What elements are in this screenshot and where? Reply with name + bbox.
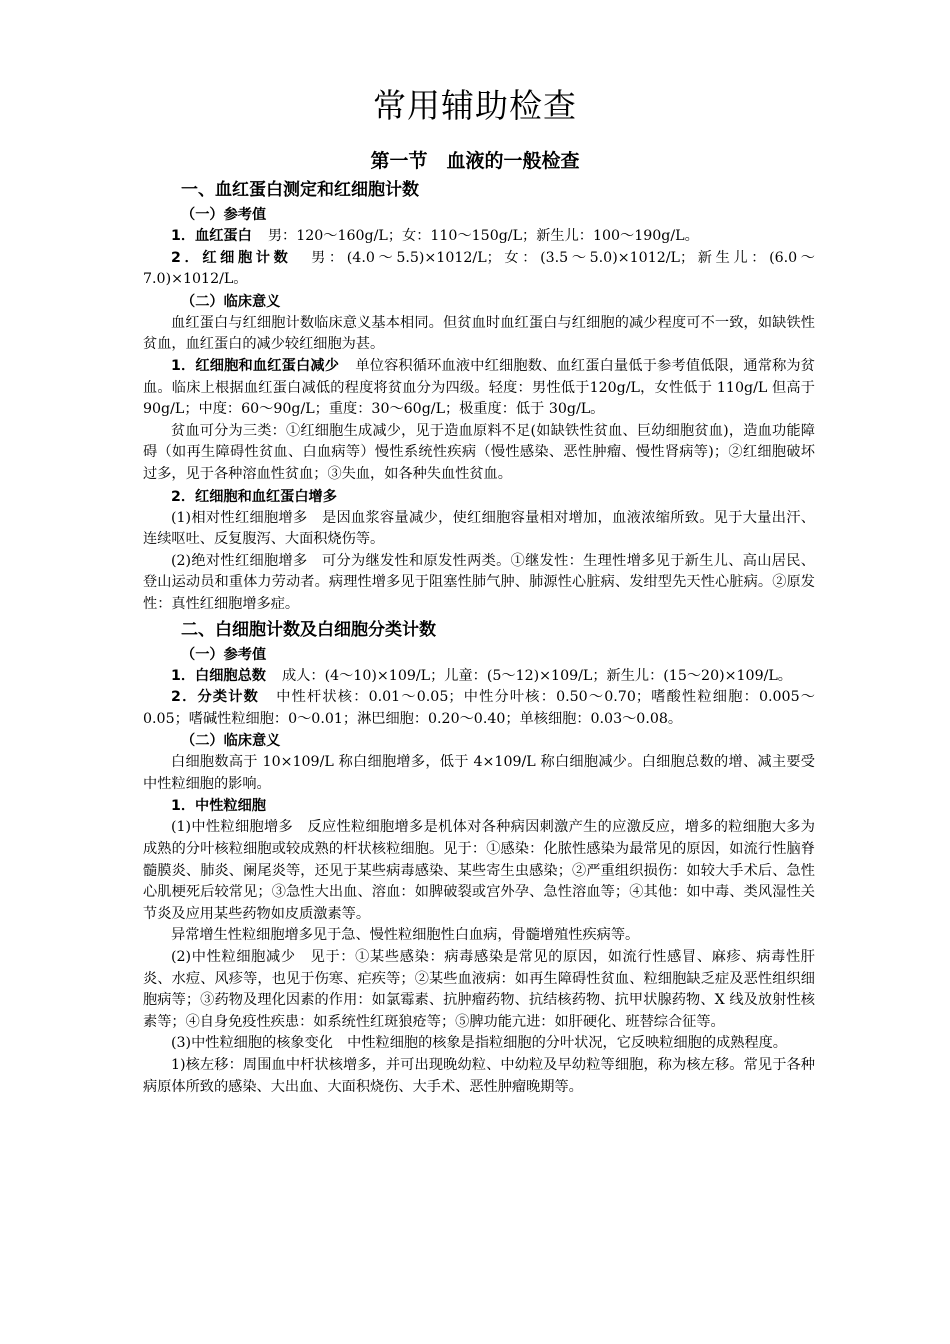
paragraph: 异常增生性粒细胞增多见于急、慢性粒细胞性白血病，骨髓增殖性疾病等。 [171, 927, 640, 944]
labeled-paragraph [143, 248, 815, 291]
paragraph-text: 单位容积循环血液中红细胞数、血红蛋白量低于参考值低限，通常称为贫血。临床上根据血红蛋白减低的程度将贫血分为四级。轻度：男性低于120g/L，女性低于 110g/L 但高于 90g/L；中度：60～90g/L；重度：30～60g/L；极重度：低于 30g/L。 [143, 357, 815, 418]
section-heading: 二、白细胞计数及白细胞分类计数 [181, 619, 436, 640]
section-heading: 一、血红蛋白测定和红细胞计数 [181, 180, 419, 200]
subsection-heading: （一）参考值 [181, 646, 267, 663]
paragraph: 1)核左移：周围血中杆状核增多，并可出现晚幼粒、中幼粒及早幼粒等细胞，称为核左移。常见于各种病原体所致的感染、大出血、大面积烧伤、大手术、恶性肿瘤晚期等。 [143, 1057, 815, 1095]
paragraph: (2)中性粒细胞减少 见于：①某些感染：病毒感染是常见的原因，如流行性感冒、麻疹、病毒性肝炎、水痘、风疹等，也见于伤寒、疟疾等；②某些血液病：如再生障碍性贫血、粒细胞缺乏症及恶性组织细胞病等；③药物及理化因素的作用：如氯霉素、抗肿瘤药物、抗结核药物、抗甲状腺药物、X 线及放射性核素等；④自身免疫性疾患：如系统性红斑狼疮等；⑤脾功能亢进：如肝硬化、班替综合征等。 [143, 949, 815, 1030]
paragraph: 血红蛋白与红细胞计数临床意义基本相同。但贫血时血红蛋白与红细胞的减少程度可不一致，如缺铁性贫血，血红蛋白的减少较红细胞为甚。 [143, 314, 815, 353]
paragraph: (2)绝对性红细胞增多 可分为继发性和原发性两类。①继发性：生理性增多见于新生儿、高山居民、登山运动员和重体力劳动者。病理性增多见于阻塞性肺气肿、肺源性心脏病、发绀型先天性心脏病。②原发性：真性红细胞增多症。 [143, 552, 815, 612]
paragraph-lead: 1．血红蛋白 [171, 228, 252, 244]
labeled-paragraph [143, 356, 815, 421]
labeled-paragraph [143, 226, 815, 248]
paragraph: 白细胞数高于 10×109/L 称白细胞增多，低于 4×109/L 称白细胞减少。白细胞总数的增、减主要受中性粒细胞的影响。 [143, 754, 815, 792]
item-heading: 1．中性粒细胞 [171, 798, 266, 815]
paragraph-text: 中性杆状核：0.01～0.05；中性分叶核：0.50～0.70；嗜酸性粒细胞：0.005～0.05；嗜碱性粒细胞：0～0.01；淋巴细胞：0.20～0.40；单核细胞：0.03～0.08。 [143, 689, 815, 727]
paragraph: (3)中性粒细胞的核象变化 中性粒细胞的核象是指粒细胞的分叶状况，它反映粒细胞的成熟程度。 [171, 1035, 787, 1052]
paragraph-text: 成人：(4～10)×109/L；儿童：(5～12)×109/L；新生儿：(15～20)×109/L。 [282, 667, 792, 684]
labeled-paragraph [143, 666, 815, 688]
subsection-heading: （二）临床意义 [181, 733, 281, 750]
paragraph-text: 男：120～160g/L；女：110～150g/L；新生儿：100～190g/L。 [267, 228, 699, 244]
paragraph-text: 男：(4.0～5.5)×1012/L；女：(3.5～5.0)×1012/L；新生儿：(6.0～7.0)×1012/L。 [143, 249, 815, 288]
paragraph-lead: 2．红细胞计数 [171, 249, 292, 266]
labeled-paragraph [143, 687, 815, 730]
paragraph: 贫血可分为三类：①红细胞生成减少，见于造血原料不足(如缺铁性贫血、巨幼细胞贫血)，造血功能障碍（如再生障碍性贫血、白血病等）慢性系统性疾病（慢性感染、恶性肿瘤、慢性肾病等)；②红细胞破坏过多，见于各种溶血性贫血；③失血，如各种失血性贫血。 [143, 422, 815, 482]
section-title: 第一节 血液的一般检查 [370, 150, 580, 172]
subsection-heading: （一）参考值 [181, 207, 267, 223]
paragraph-lead: 1．白细胞总数 [171, 667, 266, 684]
document-title: 常用辅助检查 [373, 86, 577, 125]
paragraph: (1)中性粒细胞增多 反应性粒细胞增多是机体对各种病因刺激产生的应激反应，增多的粒细胞大多为成熟的分叶核粒细胞或较成熟的杆状核粒细胞。见于：①感染：化脓性感染为最常见的原因，如流行性脑脊髓膜炎、肺炎、阑尾炎等，还见于某些病毒感染、某些寄生虫感染；②严重组织损伤：如较大手术后、急性心肌梗死后较常见；③急性大出血、溶血：如脾破裂或宫外孕、急性溶血等；④其他：如中毒、类风湿性关节炎及应用某些药物如皮质激素等。 [143, 819, 815, 922]
subsection-heading: （二）临床意义 [181, 293, 281, 310]
document-body [143, 176, 815, 1098]
paragraph: (1)相对性红细胞增多 是因血浆容量减少，使红细胞容量相对增加，血液浓缩所致。见于大量出汗、连续呕吐、反复腹泻、大面积烧伤等。 [143, 509, 815, 548]
paragraph-lead: 1．红细胞和血红蛋白减少 [171, 357, 340, 374]
paragraph-lead: 2．分类计数 [171, 689, 260, 706]
item-heading: 2．红细胞和血红蛋白增多 [171, 488, 337, 505]
